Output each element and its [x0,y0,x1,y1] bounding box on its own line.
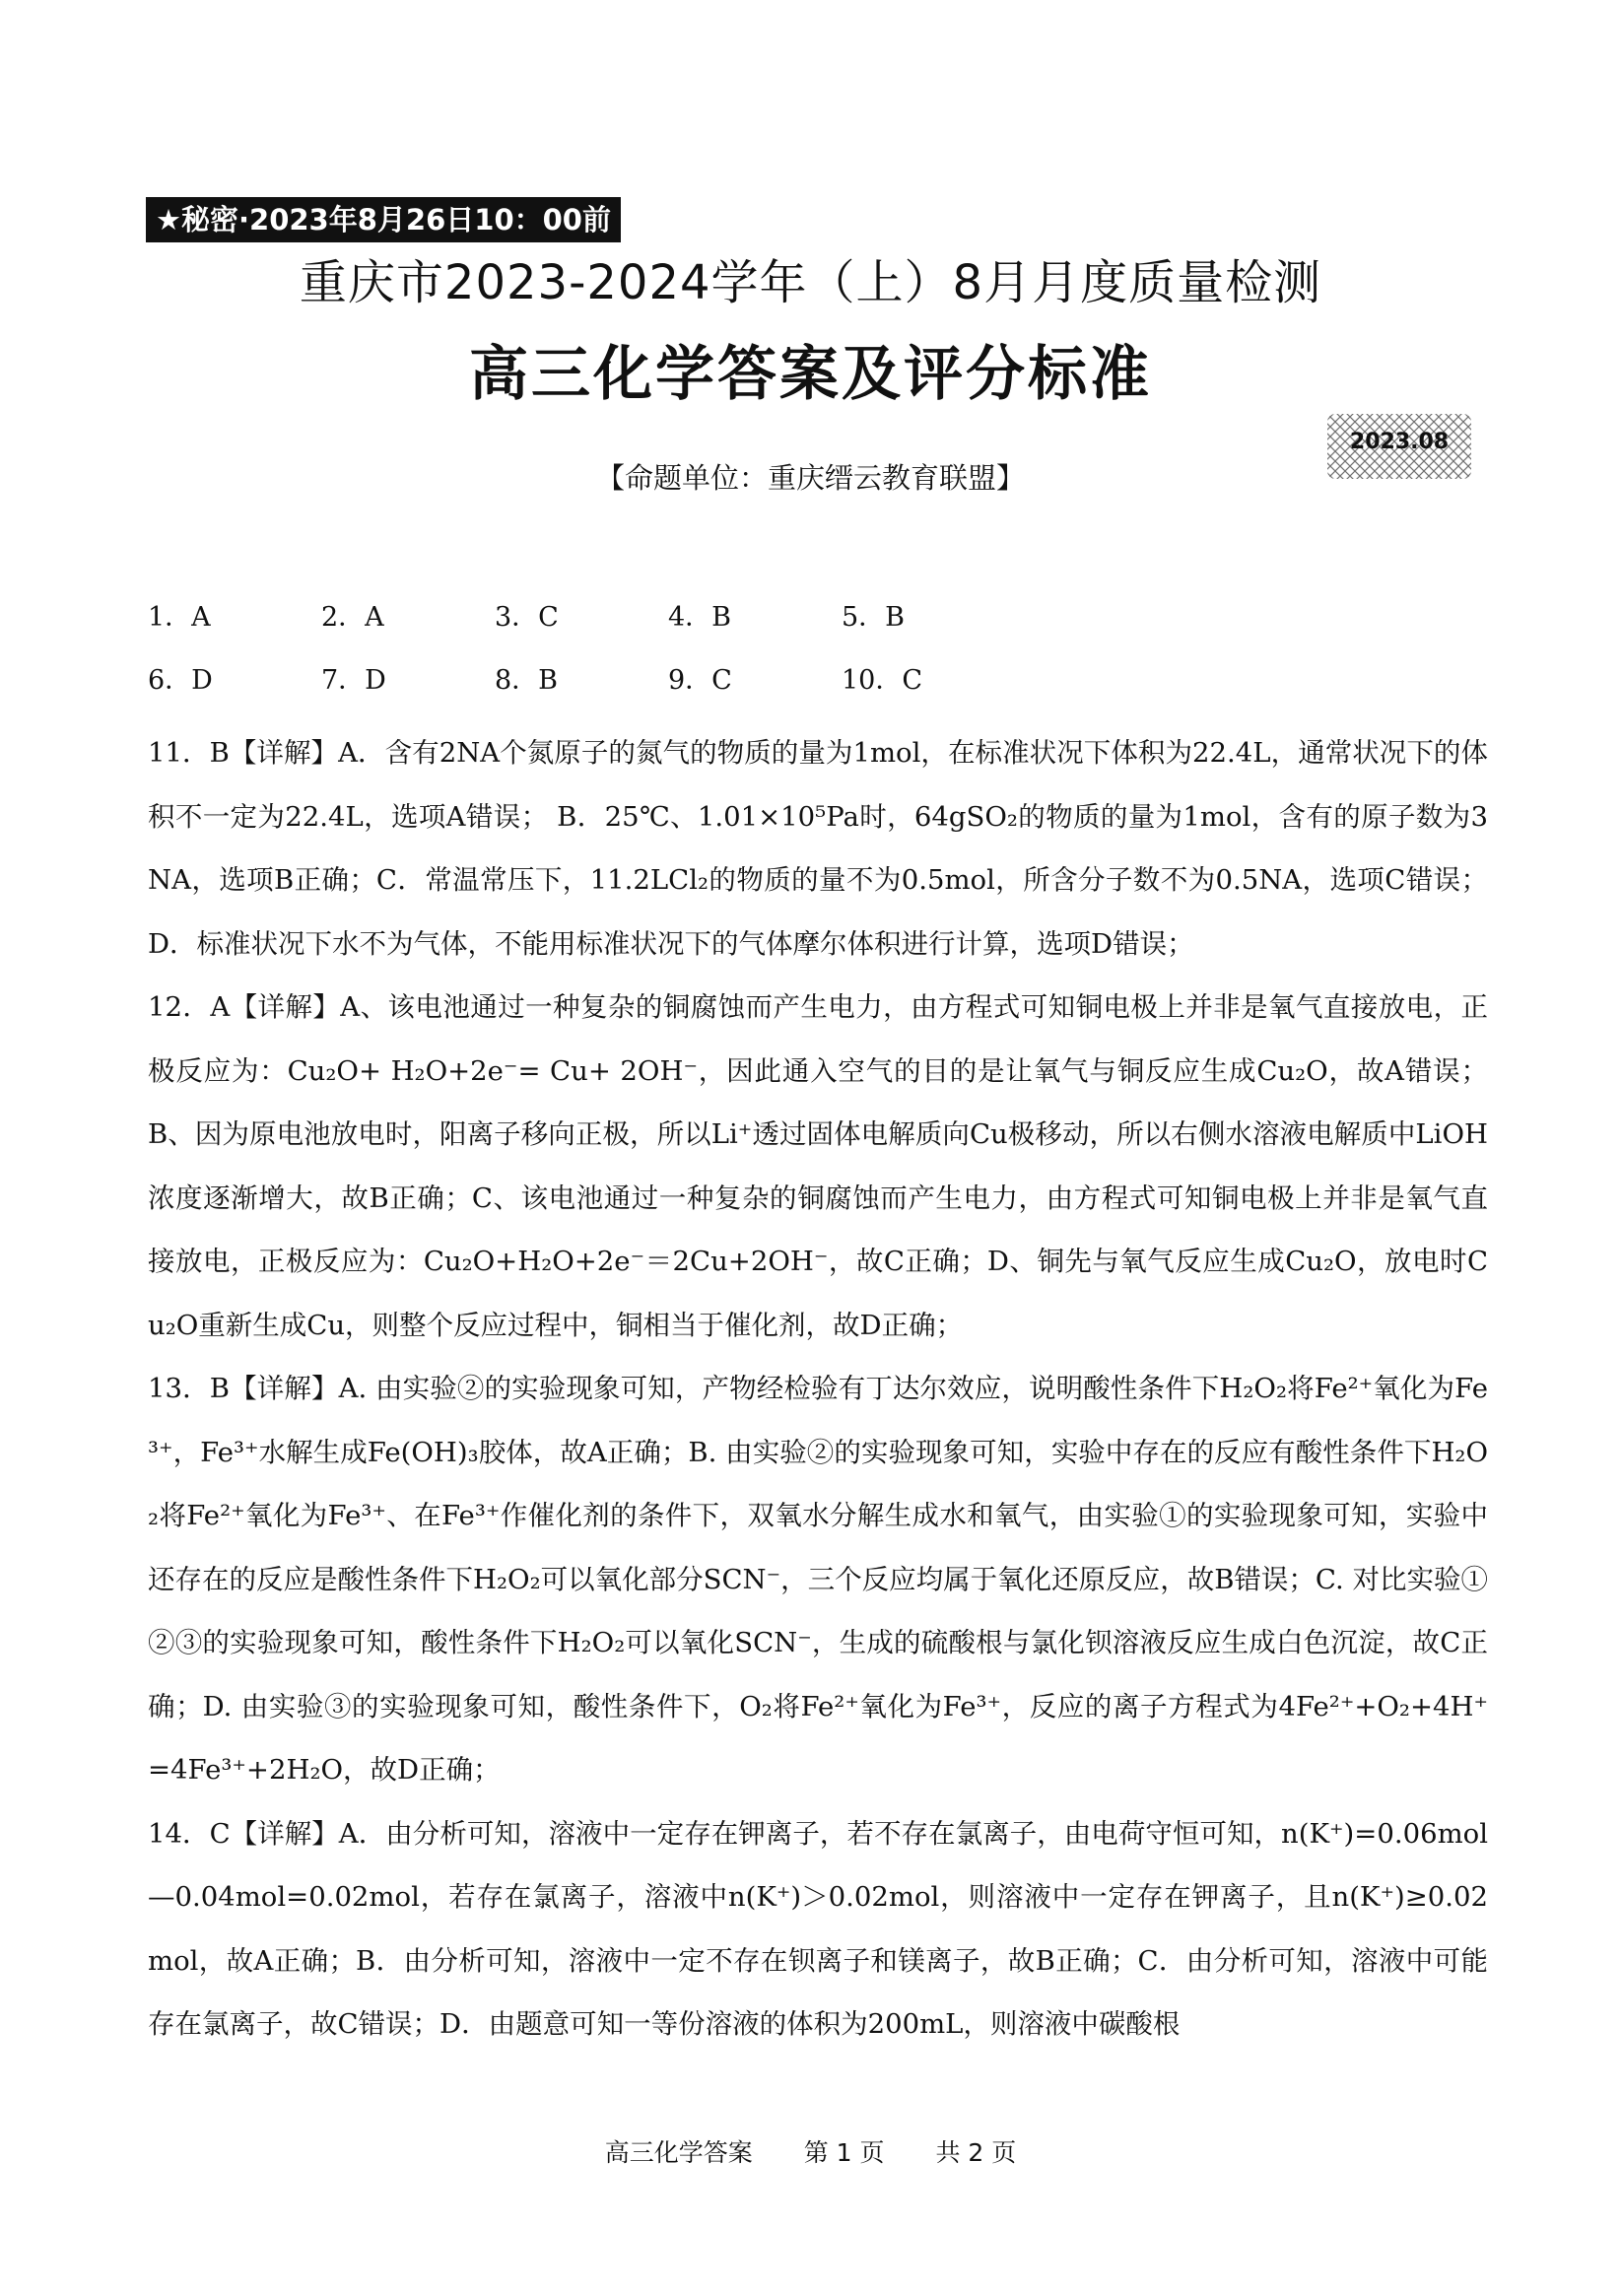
footer-page-number: 第 1 页 [803,2138,885,2167]
answer-item: 1．A [148,602,211,633]
explanation-paragraph: 11．B【详解】A．含有2NA个氮原子的氮气的物质的量为1mol，在标准状况下体积为22.4L，通常状况下的体积不一定为22.4L，选项A错误； B．25℃、1.01×10⁵Pa时，64gSO₂的物质的量为1mol，含有的原子数为3NA，选项B正确；C．常温常压下，11.2LCl₂的物质的量不为0.5mol，所含分子数不为0.5NA，选项C错误；D．标准状况下水不为气体，不能用标准状况下的气体摩尔体积进行计算，选项D错误； [148,737,1488,960]
answer-item: 7．D [321,665,386,696]
document-title: 高三化学答案及评分标准 [469,340,1152,409]
answer-item: 10．C [842,665,923,696]
answer-item: 3．C [495,602,559,633]
answer-item: 6．D [148,665,213,696]
footer-total-pages: 共 2 页 [935,2138,1017,2167]
answer-item: 5．B [842,602,906,633]
answer-item: 4．B [668,602,732,633]
answer-item: 9．C [668,665,732,696]
answer-item: 2．A [321,602,384,633]
answer-row [148,595,1488,641]
exam-title: 重庆市2023-2024学年（上）8月月度质量检测 [299,255,1322,310]
footer-subject: 高三化学答案 [604,2138,753,2167]
date-stamp-text: 2023.08 [1349,430,1450,454]
answer-row [148,658,1488,704]
explanations [148,721,1488,2057]
authoring-unit: 【命题单位：重庆缙云教育联盟】 [595,461,1025,495]
page-footer [0,2133,1621,2173]
answer-item: 8．B [495,665,559,696]
explanation-paragraph: 13．B【详解】A. 由实验②的实验现象可知，产物经检验有丁达尔效应，说明酸性条件下H₂O₂将Fe²⁺氧化为Fe³⁺，Fe³⁺水解生成Fe(OH)₃胶体，故A正确；B. 由实验②的实验现象可知，实验中存在的反应有酸性条件下H₂O₂将Fe²⁺氧化为Fe³⁺、在Fe³⁺作催化剂的条件下，双氧水分解生成水和氧气，由实验①的实验现象可知，实验中还存在的反应是酸性条件下H₂O₂可以氧化部分SCN⁻，三个反应均属于氧化还原反应，故B错误；C. 对比实验①②③的实验现象可知，酸性条件下H₂O₂可以氧化SCN⁻，生成的硫酸根与氯化钡溶液反应生成白色沉淀，故C正确；D. 由实验③的实验现象可知，酸性条件下，O₂将Fe²⁺氧化为Fe³⁺，反应的离子方程式为4Fe²⁺+O₂+4H⁺=4Fe³⁺+2H₂O，故D正确； [148,1373,1488,1786]
explanation-paragraph: 12．A【详解】A、该电池通过一种复杂的铜腐蚀而产生电力，由方程式可知铜电极上并非是氧气直接放电，正极反应为：Cu₂O+ H₂O+2e⁻= Cu+ 2OH⁻，因此通入空气的目的是让氧气与铜反应生成Cu₂O，故A错误；B、因为原电池放电时，阳离子移向正极，所以Li⁺透过固体电解质向Cu极移动，所以右侧水溶液电解质中LiOH浓度逐渐增大，故B正确；C、该电池通过一种复杂的铜腐蚀而产生电力，由方程式可知铜电极上并非是氧气直接放电，正极反应为：Cu₂O+H₂O+2e⁻＝2Cu+2OH⁻，故C正确；D、铜先与氧气反应生成Cu₂O，放电时Cu₂O重新生成Cu，则整个反应过程中，铜相当于催化剂，故D正确； [148,991,1488,1341]
secret-badge: ★秘密·2023年8月26日10：00前 [146,197,621,242]
explanation-paragraph: 14．C【详解】A．由分析可知，溶液中一定存在钾离子，若不存在氯离子，由电荷守恒可知，n(K⁺)=0.06mol—0.04mol=0.02mol，若存在氯离子，溶液中n(K⁺)＞0.02mol，则溶液中一定存在钾离子，且n(K⁺)≥0.02mol，故A正确；B．由分析可知，溶液中一定不存在钡离子和镁离子，故B正确；C．由分析可知，溶液中可能存在氯离子，故C错误；D．由题意可知一等份溶液的体积为200mL，则溶液中碳酸根 [148,1817,1488,2040]
